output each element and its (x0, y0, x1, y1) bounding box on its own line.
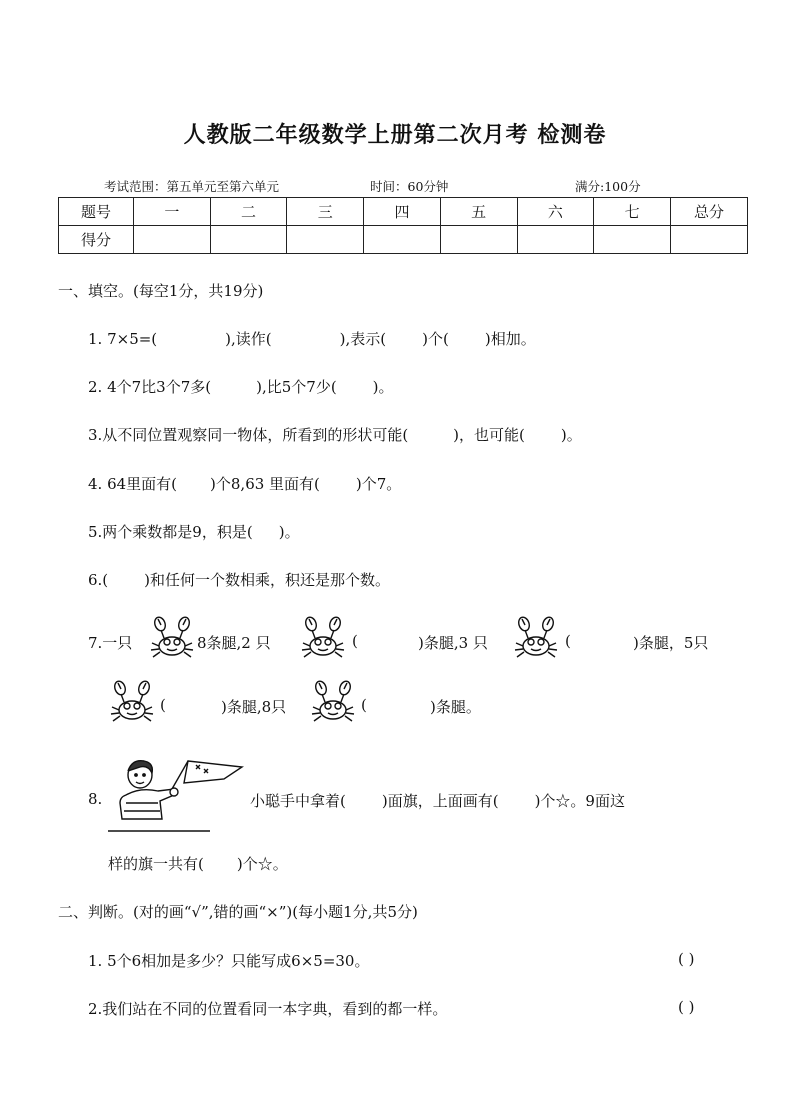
exam-time: 时间：60分钟 (370, 179, 449, 194)
score-table-header-row (59, 198, 748, 226)
question-1-3 (88, 424, 582, 445)
table-header-cell: 四 (364, 198, 441, 226)
score-cell[interactable] (364, 226, 441, 254)
q-text: )，也可能( (453, 426, 525, 444)
q7-text-1: 7.一只 (88, 634, 133, 652)
page-title: 人教版二年级数学上册第二次月考 检测卷 (183, 123, 607, 148)
q-text: 小聪手中拿着( (250, 792, 346, 810)
table-header-cell: 总分 (671, 198, 748, 226)
q-text: )个7。 (355, 475, 402, 493)
q-text: )和任何一个数相乘，积还是那个数。 (144, 571, 391, 589)
question-1-4 (88, 473, 401, 494)
score-cell[interactable] (134, 226, 211, 254)
score-cell[interactable] (671, 226, 748, 254)
table-header-cell: 题号 (59, 198, 134, 226)
q-text: 3.从不同位置观察同一物体，所看到的形状可能( (88, 426, 409, 444)
crab-icon (148, 616, 196, 660)
crab-icon (108, 680, 156, 724)
q-text: 2. 4个7比3个7多( (88, 378, 212, 396)
score-row-label: 得分 (59, 226, 134, 254)
full-score: 满分:100分 (575, 179, 641, 194)
q-text: )个( (422, 330, 449, 348)
q-text: )个8,63 里面有( (210, 475, 320, 493)
q-text: )个☆。9面这 (534, 792, 625, 810)
section1-heading: 一、填空。(每空1分，共19分) (58, 282, 264, 300)
score-table (58, 197, 748, 254)
table-header-cell: 三 (287, 198, 364, 226)
q8-number: 8. (88, 790, 103, 808)
q7-text-2: 8条腿,2 只 (197, 634, 271, 652)
judge-answer-box-1[interactable]: ( ) (678, 950, 695, 968)
q7-text-7: ( (160, 696, 166, 714)
q7-text-9: ( (361, 696, 367, 714)
q7-text-5: ( (565, 632, 571, 650)
q7-text-10: )条腿。 (430, 698, 481, 716)
q-text: )个☆。 (236, 855, 288, 873)
q8-line-1 (250, 790, 625, 811)
judge-question-1: 1. 5个6相加是多少？只能写成6×5=30。 (88, 952, 370, 970)
q7-text-4: )条腿,3 只 (418, 634, 488, 652)
q-text: 样的旗一共有( (108, 855, 204, 873)
question-1-1 (88, 328, 536, 349)
score-cell[interactable] (594, 226, 671, 254)
score-cell[interactable] (287, 226, 364, 254)
q7-text-6: )条腿，5只 (633, 634, 709, 652)
score-table-score-row (59, 226, 748, 254)
score-cell[interactable] (517, 226, 594, 254)
q7-text-8: )条腿,8只 (221, 698, 287, 716)
judge-question-2: 2.我们站在不同的位置看同一本字典，看到的都一样。 (88, 1000, 448, 1018)
table-header-cell: 六 (517, 198, 594, 226)
q-text: 6.( (88, 571, 109, 589)
question-1-6 (88, 569, 390, 590)
q-text: 4. 64里面有( (88, 475, 178, 493)
question-1-2 (88, 376, 394, 397)
q-text: 1. 7×5=( (88, 330, 158, 348)
section2-heading: 二、判断。(对的画“√”,错的画“×”)(每小题1分,共5分) (58, 903, 418, 921)
boy-with-flag-icon (104, 755, 244, 835)
q-text: ),读作( (225, 330, 272, 348)
q7-text-3: ( (352, 632, 358, 650)
q-text: ),表示( (339, 330, 387, 348)
crab-icon (309, 680, 357, 724)
q-text: ),比5个7少( (256, 378, 337, 396)
score-cell[interactable] (440, 226, 517, 254)
crab-icon (299, 616, 347, 660)
exam-scope: 考试范围：第五单元至第六单元 (104, 179, 280, 194)
question-1-5 (88, 521, 300, 542)
q-text: )面旗，上面画有( (381, 792, 499, 810)
q8-line-2 (108, 853, 288, 874)
table-header-cell: 七 (594, 198, 671, 226)
crab-icon (512, 616, 560, 660)
score-cell[interactable] (210, 226, 287, 254)
table-header-cell: 一 (134, 198, 211, 226)
q-text: 5.两个乘数都是9，积是( (88, 523, 253, 541)
q-text: )相加。 (484, 330, 536, 348)
q-text: )。 (278, 523, 300, 541)
q-text: )。 (372, 378, 394, 396)
judge-answer-box-2[interactable]: ( ) (678, 998, 695, 1016)
q-text: )。 (560, 426, 582, 444)
table-header-cell: 五 (440, 198, 517, 226)
table-header-cell: 二 (210, 198, 287, 226)
